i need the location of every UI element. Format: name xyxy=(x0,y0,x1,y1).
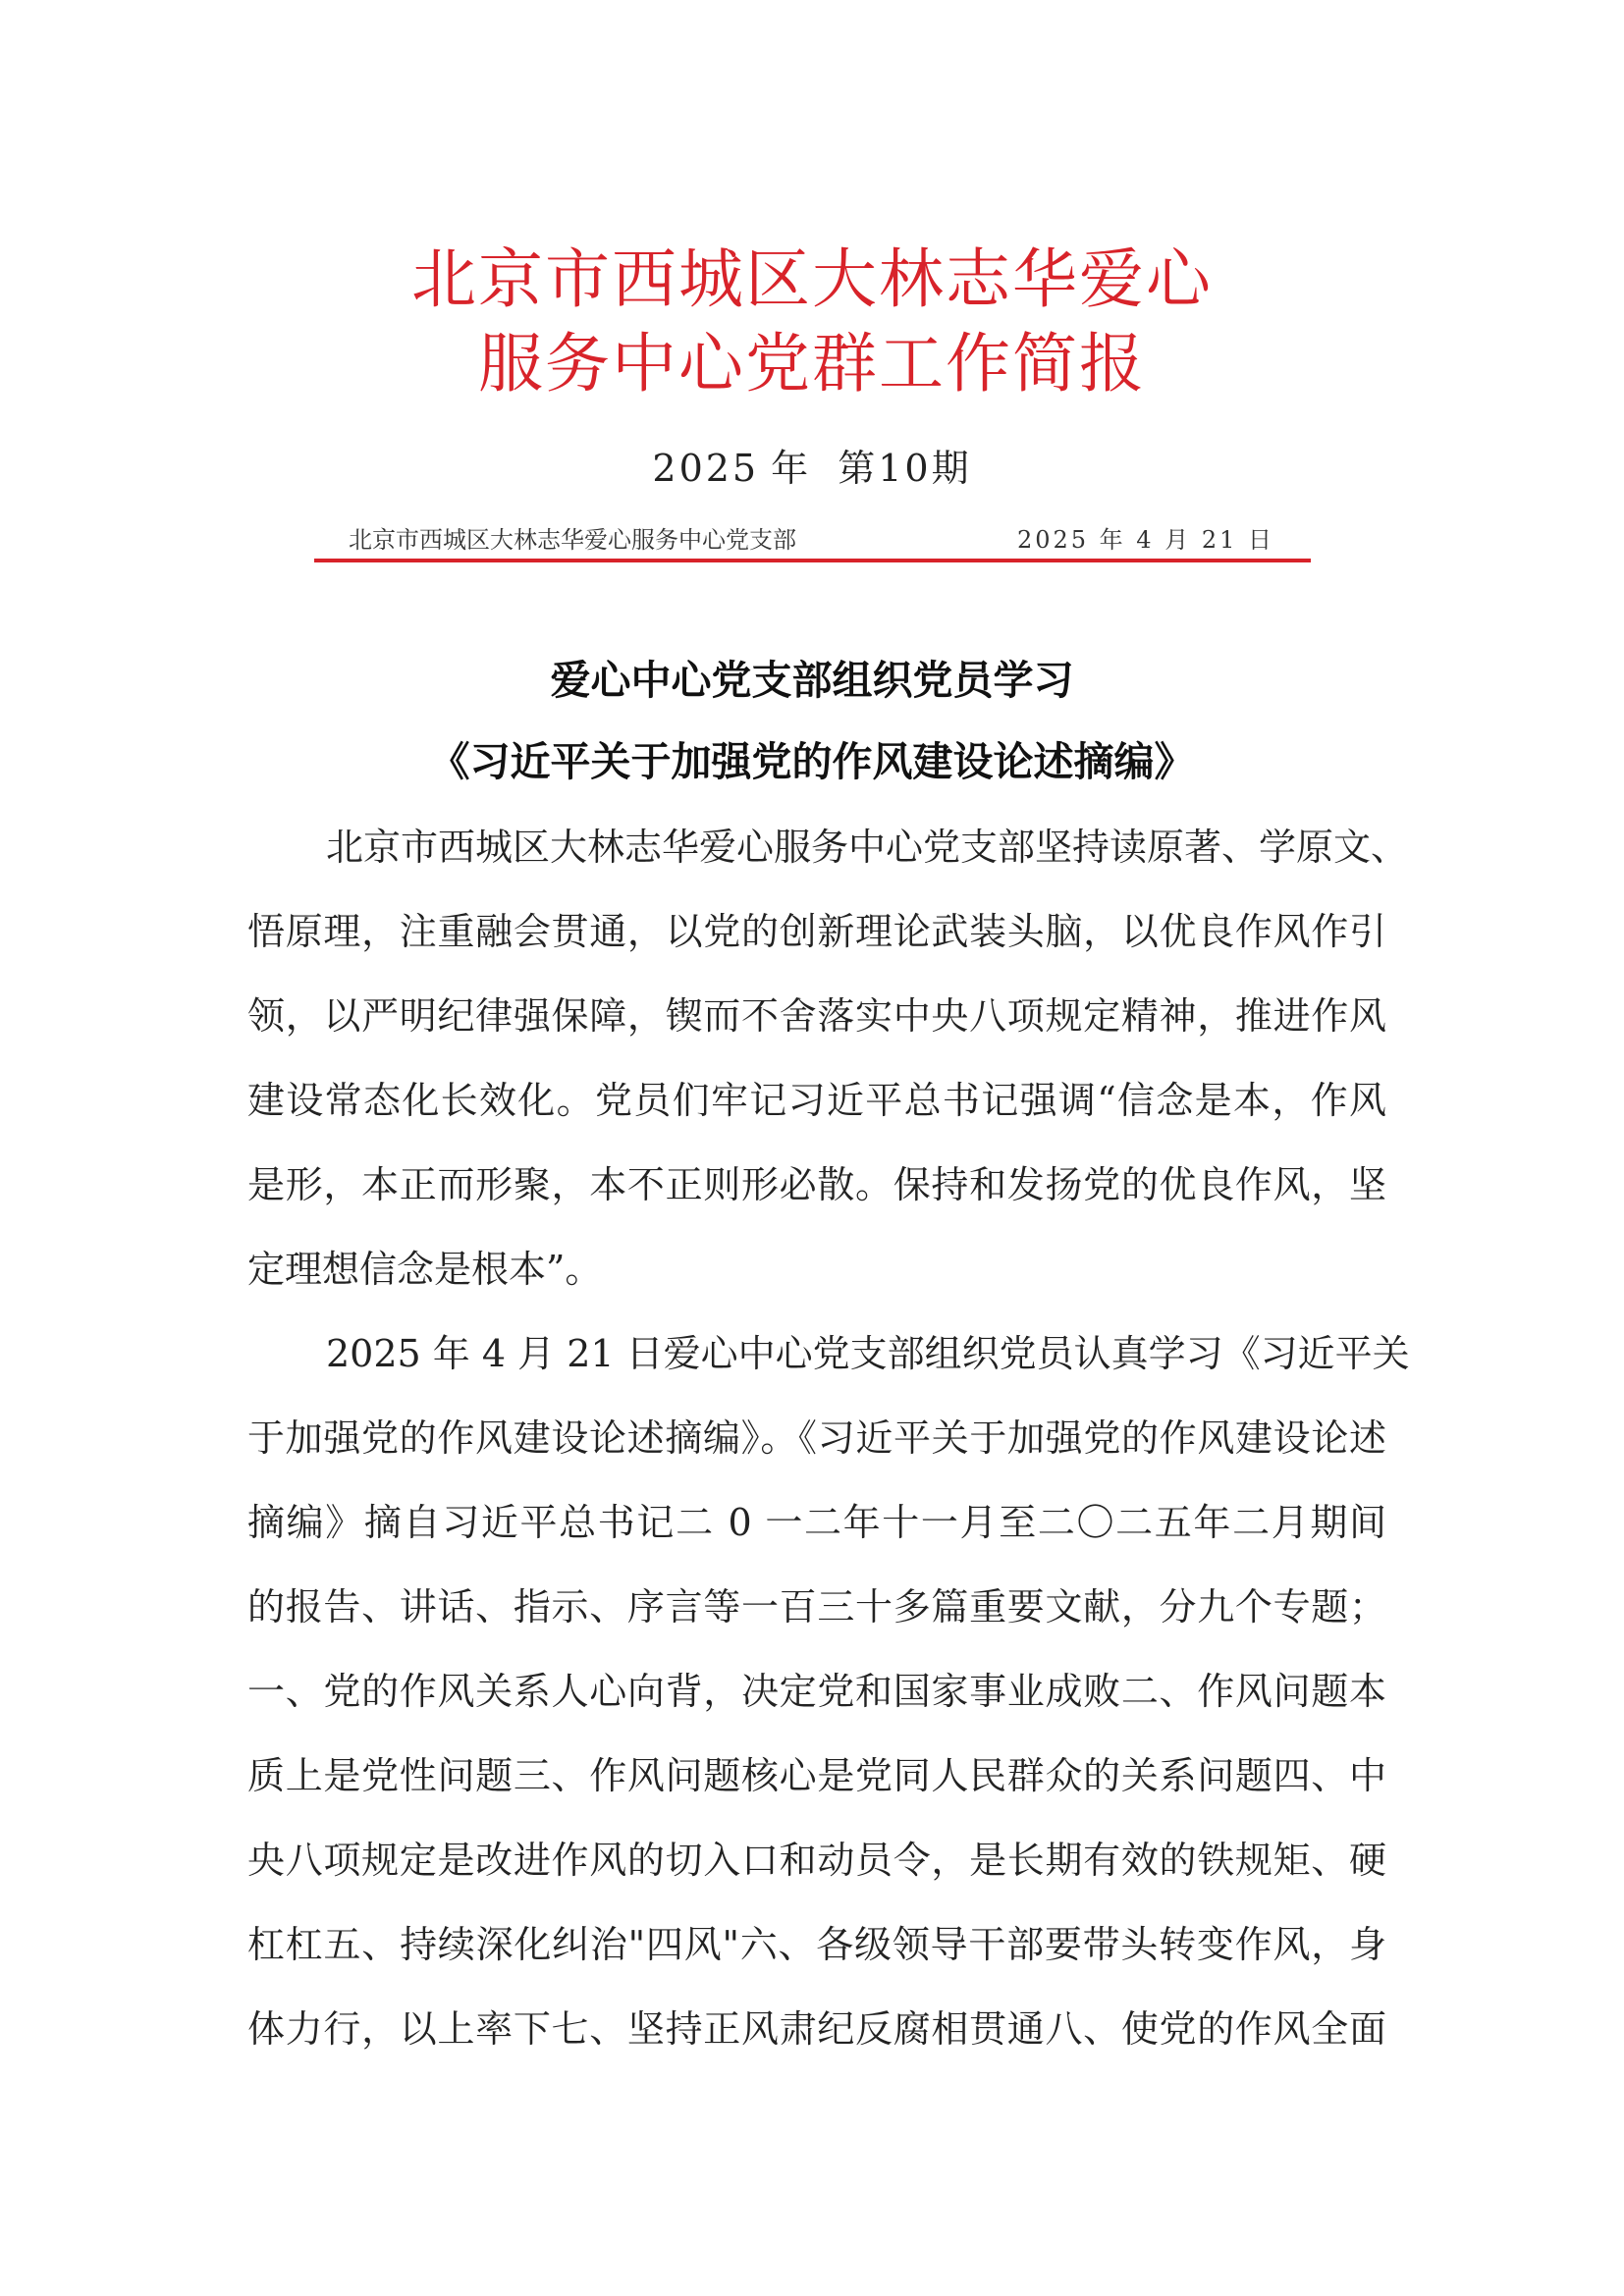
body-line: 质上是党性问题三、作风问题核心是党同人民群众的关系问题四、中 xyxy=(247,1754,1386,1797)
body-line: 于加强党的作风建设论述摘编》。《习近平关于加强党的作风建设论述 xyxy=(247,1416,1386,1460)
body-line: 摘编》摘自习近平总书记二 0 一二年十一月至二〇二五年二月期间 xyxy=(247,1501,1386,1544)
masthead-line-1: 北京市西城区大林志华爱心 xyxy=(411,241,1213,317)
issue-year: 2025 xyxy=(652,447,760,490)
masthead-line-2: 服务中心党群工作简报 xyxy=(478,326,1146,401)
article-body xyxy=(247,805,1410,2071)
body-line: 是形，本正而形聚，本不正则形必散。保持和发扬党的优良作风，坚 xyxy=(247,1163,1386,1206)
body-line: 的报告、讲话、指示、序言等一百三十多篇重要文献，分九个专题； xyxy=(247,1585,1386,1629)
body-line: 北京市西城区大林志华爱心服务中心党支部坚持读原著、学原文、 xyxy=(326,826,1409,869)
header-divider xyxy=(314,559,1311,562)
issue-number-text: 第10期 xyxy=(838,447,972,490)
body-line: 杠杠五、持续深化纠治"四风"六、各级领导干部要带头转变作风，身 xyxy=(247,1923,1386,1966)
body-line: 2025 年 4 月 21 日爱心中心党支部组织党员认真学习《习近平关 xyxy=(326,1332,1410,1375)
byline-date: 2025 年 4 月 21 日 xyxy=(1016,526,1274,554)
body-line: 央八项规定是改进作风的切入口和动员令，是长期有效的铁规矩、硬 xyxy=(247,1839,1386,1882)
body-line: 悟原理，注重融会贯通，以党的创新理论武装头脑，以优良作风作引 xyxy=(247,910,1386,953)
issue-year-char: 年 xyxy=(771,447,812,490)
article-title-line-2: 《习近平关于加强党的作风建设论述摘编》 xyxy=(429,738,1195,785)
body-line: 建设常态化长效化。党员们牢记习近平总书记强调“信念是本，作风 xyxy=(247,1079,1386,1122)
byline-organization: 北京市西城区大林志华爱心服务中心党支部 xyxy=(349,526,796,554)
issue-number xyxy=(0,438,1624,492)
body-line: 体力行，以上率下七、坚持正风肃纪反腐相贯通八、使党的作风全面 xyxy=(247,2007,1386,2051)
body-line: 一、党的作风关系人心向背，决定党和国家事业成败二、作风问题本 xyxy=(247,1670,1386,1713)
body-line: 领，以严明纪律强保障，锲而不舍落实中央八项规定精神，推进作风 xyxy=(247,994,1386,1038)
body-line: 定理想信念是根本”。 xyxy=(247,1248,603,1291)
article-title-line-1: 爱心中心党支部组织党员学习 xyxy=(550,657,1074,704)
